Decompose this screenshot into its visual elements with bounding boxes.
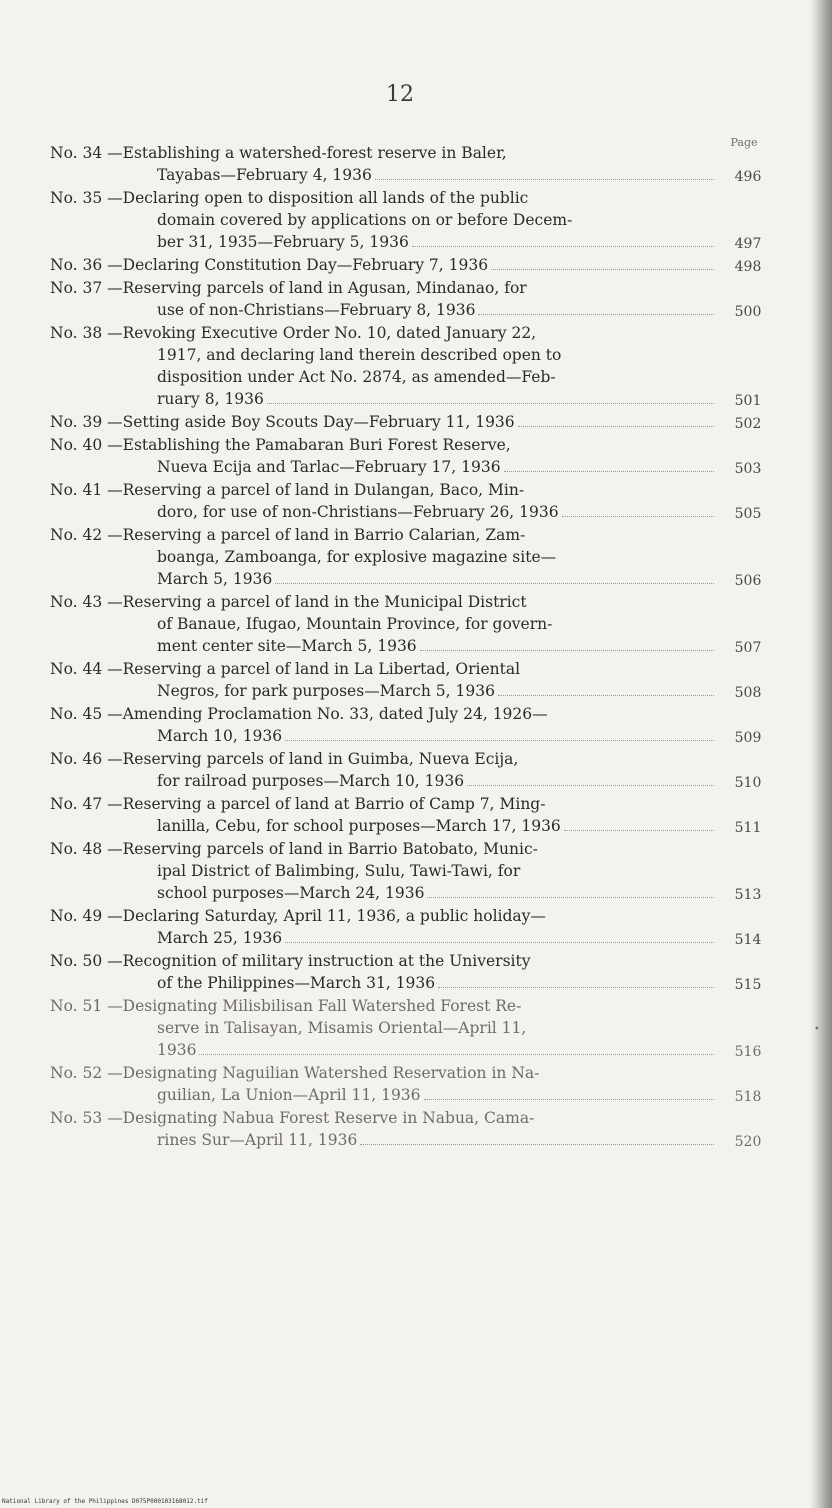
toc-entry	[50, 591, 770, 657]
toc-entry-line	[50, 277, 718, 299]
toc-entry-title: Designating Milisbilisan Fall Watershed Forest Re-	[122, 997, 522, 1015]
toc-entry-text	[157, 368, 556, 386]
toc-entry-text	[157, 862, 520, 880]
toc-entry-line	[50, 703, 718, 725]
toc-entry-line	[50, 546, 718, 568]
toc-entry-text: No. 40 —Establishing the Pamabaran Buri Forest Reserve,	[50, 436, 511, 454]
page-column-label: Page	[730, 136, 758, 149]
toc-entry-text	[157, 211, 572, 229]
toc-entry-text	[157, 568, 272, 590]
toc-entry-number: No. 45	[50, 705, 103, 723]
toc-page-number: 496	[734, 169, 762, 185]
toc-page-number: 515	[734, 977, 762, 993]
toc-entry-title: Reserving a parcel of land at Barrio of Camp 7, Ming-	[122, 795, 546, 813]
toc-entry	[50, 658, 770, 702]
leader-dots	[491, 269, 714, 270]
toc-entry-title: Reserving parcels of land in Barrio Batobato, Munic-	[122, 840, 538, 858]
toc-entry-line	[50, 995, 718, 1017]
toc-page-number: 507	[734, 640, 762, 656]
toc-entry-title: Reserving a parcel of land in La Libertad, Oriental	[122, 660, 521, 678]
toc-entry-line	[50, 770, 718, 792]
toc-entry-text: No. 48 —Reserving parcels of land in Barrio Batobato, Munic-	[50, 840, 538, 858]
toc-page-number: 513	[734, 887, 762, 903]
toc-entry-line	[50, 434, 718, 456]
leader-dots	[478, 314, 714, 315]
toc-entry-number: No. 47	[50, 795, 103, 813]
toc-entry-line	[50, 1129, 718, 1151]
toc-entry	[50, 277, 770, 321]
toc-page-number: 510	[734, 775, 762, 791]
toc-entry-text: No. 47 —Reserving a parcel of land at Barrio of Camp 7, Ming-	[50, 795, 546, 813]
toc-entry-title: Reserving a parcel of land in the Municipal District	[122, 593, 527, 611]
toc-entry-line	[50, 142, 718, 164]
toc-entry-title: Nueva Ecija and Tarlac—February 17, 1936	[157, 458, 501, 476]
toc-entry-line	[50, 568, 718, 590]
toc-entry-text: No. 38 —Revoking Executive Order No. 10, dated January 22,	[50, 324, 537, 342]
scan-footer-note: National Library of the Philippines D075P000103168012.tif	[2, 1498, 208, 1505]
toc-page-number: 516	[734, 1044, 762, 1060]
toc-entry-line	[50, 209, 718, 231]
toc-entry-line	[50, 366, 718, 388]
toc-entry-line	[50, 1107, 718, 1129]
toc-entry-line	[50, 254, 718, 276]
toc-entry-text	[157, 346, 561, 364]
toc-entry-text: No. 50 —Recognition of military instruction at the University	[50, 952, 531, 970]
toc-entry-number: No. 34	[50, 144, 103, 162]
toc-entry-title: rines Sur—April 11, 1936	[157, 1131, 358, 1149]
table-of-contents	[50, 142, 770, 1152]
toc-entry-text: No. 39 —Setting aside Boy Scouts Day—February 11, 1936	[50, 413, 515, 431]
toc-entry-line	[50, 411, 718, 433]
leader-dots	[267, 403, 714, 404]
page-number: 12	[386, 82, 414, 107]
toc-entry-text	[157, 501, 559, 523]
toc-page-number: 508	[734, 685, 762, 701]
leader-dots	[467, 785, 714, 786]
toc-page-number: 498	[734, 259, 762, 275]
toc-entry-text	[157, 1129, 357, 1151]
toc-entry-text	[157, 972, 435, 994]
toc-entry-title: ipal District of Balimbing, Sulu, Tawi-Tawi, for	[157, 862, 521, 880]
toc-entry-text	[157, 635, 417, 657]
leader-dots	[375, 179, 714, 180]
leader-dots	[564, 830, 714, 831]
toc-entry	[50, 793, 770, 837]
toc-entry-title: ment center site—March 5, 1936	[157, 637, 417, 655]
toc-entry-number: No. 35	[50, 189, 103, 207]
toc-entry-text	[157, 1019, 526, 1037]
toc-entry-text: No. 44 —Reserving a parcel of land in La Libertad, Oriental	[50, 660, 521, 678]
toc-entry-title: 1936	[157, 1041, 197, 1059]
leader-dots	[518, 426, 714, 427]
toc-entry-title: Designating Naguilian Watershed Reservation in Na-	[122, 1064, 540, 1082]
toc-page-number: 514	[734, 932, 762, 948]
toc-entry-line	[50, 905, 718, 927]
leader-dots	[285, 740, 714, 741]
leader-dots	[360, 1144, 714, 1145]
toc-entry-text	[157, 725, 282, 747]
toc-entry-text: No. 51 —Designating Milisbilisan Fall Watershed Forest Re-	[50, 997, 522, 1015]
toc-entry	[50, 524, 770, 590]
toc-entry-text: No. 37 —Reserving parcels of land in Agusan, Mindanao, for	[50, 279, 527, 297]
toc-page-number: 500	[734, 304, 762, 320]
leader-dots	[420, 650, 714, 651]
toc-entry-title: March 5, 1936	[157, 570, 273, 588]
toc-entry-text	[157, 1084, 421, 1106]
toc-entry	[50, 254, 770, 276]
leader-dots	[412, 246, 714, 247]
toc-entry	[50, 1107, 770, 1151]
toc-entry-title: doro, for use of non-Christians—February 26, 1936	[157, 503, 559, 521]
toc-entry	[50, 411, 770, 433]
toc-entry-line	[50, 299, 718, 321]
toc-entry	[50, 479, 770, 523]
toc-entry-title: for railroad purposes—March 10, 1936	[157, 772, 465, 790]
toc-entry-text	[157, 1039, 196, 1061]
toc-entry	[50, 748, 770, 792]
toc-page-number: 503	[734, 461, 762, 477]
toc-entry	[50, 703, 770, 747]
toc-page-number: 509	[734, 730, 762, 746]
toc-entry-line	[50, 815, 718, 837]
toc-entry-title: Declaring Saturday, April 11, 1936, a public holiday—	[122, 907, 546, 925]
toc-entry-title: boanga, Zamboanga, for explosive magazine site—	[157, 548, 557, 566]
toc-entry-title: domain covered by applications on or before Decem-	[157, 211, 573, 229]
toc-entry-text: No. 41 —Reserving a parcel of land in Dulangan, Baco, Min-	[50, 481, 525, 499]
leader-dots	[427, 897, 714, 898]
toc-entry-line	[50, 1062, 718, 1084]
toc-entry-line	[50, 1017, 718, 1039]
toc-entry-number: No. 44	[50, 660, 103, 678]
toc-page-number: 518	[734, 1089, 762, 1105]
toc-entry-title: use of non-Christians—February 8, 1936	[157, 301, 476, 319]
toc-entry	[50, 905, 770, 949]
toc-entry-title: of Banaue, Ifugao, Mountain Province, for govern-	[157, 615, 553, 633]
toc-entry-number: No. 49	[50, 907, 103, 925]
toc-entry-number: No. 37	[50, 279, 103, 297]
toc-entry-title: guilian, La Union—April 11, 1936	[157, 1086, 421, 1104]
toc-entry-line	[50, 1039, 718, 1061]
toc-page-number: 502	[734, 416, 762, 432]
toc-entry-line	[50, 658, 718, 680]
toc-entry-line	[50, 613, 718, 635]
toc-entry	[50, 950, 770, 994]
toc-entry-title: Amending Proclamation No. 33, dated July 24, 1926—	[122, 705, 548, 723]
toc-entry-number: No. 52	[50, 1064, 103, 1082]
toc-entry-line	[50, 860, 718, 882]
toc-entry-text: No. 45 —Amending Proclamation No. 33, dated July 24, 1926—	[50, 705, 548, 723]
toc-entry-text	[157, 231, 409, 253]
toc-entry-number: No. 43	[50, 593, 103, 611]
toc-entry-text: No. 42 —Reserving a parcel of land in Barrio Calarian, Zam-	[50, 526, 526, 544]
toc-entry-text: No. 46 —Reserving parcels of land in Guimba, Nueva Ecija,	[50, 750, 519, 768]
toc-entry-text	[157, 548, 556, 566]
leader-dots	[438, 987, 714, 988]
toc-entry-text	[157, 815, 561, 837]
toc-entry-line	[50, 322, 718, 344]
toc-entry-number: No. 50	[50, 952, 103, 970]
toc-entry-title: disposition under Act No. 2874, as amended—Feb-	[157, 368, 556, 386]
toc-entry-line	[50, 344, 718, 366]
toc-entry-title: Reserving parcels of land in Guimba, Nueva Ecija,	[122, 750, 519, 768]
toc-entry-number: No. 51	[50, 997, 103, 1015]
toc-entry-title: Recognition of military instruction at the University	[122, 952, 531, 970]
toc-page-number: 520	[734, 1134, 762, 1150]
toc-entry	[50, 142, 770, 186]
toc-entry-text: No. 36 —Declaring Constitution Day—February 7, 1936	[50, 256, 489, 274]
toc-page-number: 501	[734, 393, 762, 409]
toc-entry-text	[157, 299, 475, 321]
toc-entry-line	[50, 591, 718, 613]
toc-entry-text	[157, 770, 464, 792]
toc-entry	[50, 322, 770, 410]
toc-entry-number: No. 41	[50, 481, 103, 499]
toc-entry-title: serve in Talisayan, Misamis Oriental—April 11,	[157, 1019, 527, 1037]
toc-entry-title: of the Philippines—March 31, 1936	[157, 974, 436, 992]
leader-dots	[285, 942, 714, 943]
toc-entry-line	[50, 388, 718, 410]
toc-entry-line	[50, 882, 718, 904]
toc-entry-number: No. 38	[50, 324, 103, 342]
toc-entry-text	[157, 456, 501, 478]
toc-entry-text: No. 43 —Reserving a parcel of land in the Municipal District	[50, 593, 527, 611]
leader-dots	[562, 516, 714, 517]
toc-entry-text: No. 34 —Establishing a watershed-forest reserve in Baler,	[50, 144, 507, 162]
toc-entry-title: Designating Nabua Forest Reserve in Nabua, Cama-	[122, 1109, 535, 1127]
toc-entry-title: Establishing the Pamabaran Buri Forest Reserve,	[122, 436, 511, 454]
toc-entry-number: No. 48	[50, 840, 103, 858]
toc-entry-title: school purposes—March 24, 1936	[157, 884, 425, 902]
toc-entry-line	[50, 635, 718, 657]
leader-dots	[504, 471, 714, 472]
toc-entry-title: Negros, for park purposes—March 5, 1936	[157, 682, 495, 700]
toc-entry-number: No. 36	[50, 256, 103, 274]
toc-entry-title: March 10, 1936	[157, 727, 283, 745]
toc-entry-number: No. 46	[50, 750, 103, 768]
toc-page-number: 497	[734, 236, 762, 252]
toc-entry-line	[50, 793, 718, 815]
toc-entry-title: ber 31, 1935—February 5, 1936	[157, 233, 409, 251]
toc-entry-title: Tayabas—February 4, 1936	[157, 166, 372, 184]
page-edge-shadow	[810, 0, 832, 1508]
toc-entry-title: Establishing a watershed-forest reserve in Baler,	[122, 144, 507, 162]
leader-dots	[199, 1054, 714, 1055]
toc-entry-title: Revoking Executive Order No. 10, dated January 22,	[122, 324, 537, 342]
toc-entry-line	[50, 524, 718, 546]
toc-entry-line	[50, 972, 718, 994]
toc-entry	[50, 838, 770, 904]
toc-entry-title: Reserving a parcel of land in Dulangan, Baco, Min-	[122, 481, 525, 499]
toc-entry-text	[157, 680, 495, 702]
toc-entry-text: No. 53 —Designating Nabua Forest Reserve in Nabua, Cama-	[50, 1109, 535, 1127]
toc-entry-line	[50, 456, 718, 478]
toc-entry-text	[157, 927, 282, 949]
toc-entry-title: lanilla, Cebu, for school purposes—March 17, 1936	[157, 817, 561, 835]
toc-entry-title: Declaring Constitution Day—February 7, 1936	[122, 256, 489, 274]
toc-entry-number: No. 40	[50, 436, 103, 454]
toc-entry-title: Reserving parcels of land in Agusan, Mindanao, for	[122, 279, 527, 297]
toc-entry-text	[157, 882, 424, 904]
toc-entry	[50, 187, 770, 253]
toc-entry-line	[50, 748, 718, 770]
toc-entry-text: No. 49 —Declaring Saturday, April 11, 1936, a public holiday—	[50, 907, 546, 925]
toc-entry-line	[50, 927, 718, 949]
leader-dots	[498, 695, 714, 696]
toc-entry-line	[50, 838, 718, 860]
toc-entry-line	[50, 187, 718, 209]
toc-page-number: 511	[734, 820, 762, 836]
toc-entry	[50, 434, 770, 478]
toc-entry-text	[157, 164, 372, 186]
toc-entry-number: No. 39	[50, 413, 103, 431]
toc-entry-title: 1917, and declaring land therein described open to	[157, 346, 562, 364]
toc-entry-line	[50, 501, 718, 523]
leader-dots	[275, 583, 714, 584]
toc-entry-line	[50, 479, 718, 501]
toc-entry-line	[50, 680, 718, 702]
toc-entry-line	[50, 1084, 718, 1106]
toc-entry	[50, 1062, 770, 1106]
leader-dots	[424, 1099, 714, 1100]
scan-speck: •	[814, 1024, 820, 1035]
toc-entry-number: No. 42	[50, 526, 103, 544]
toc-page-number: 505	[734, 506, 762, 522]
toc-entry-line	[50, 164, 718, 186]
toc-entry-title: Setting aside Boy Scouts Day—February 11, 1936	[122, 413, 515, 431]
toc-entry-line	[50, 725, 718, 747]
toc-page-number: 506	[734, 573, 762, 589]
toc-entry-title: ruary 8, 1936	[157, 390, 264, 408]
toc-entry-text: No. 52 —Designating Naguilian Watershed Reservation in Na-	[50, 1064, 540, 1082]
toc-entry-title: March 25, 1936	[157, 929, 283, 947]
toc-entry-text	[157, 388, 264, 410]
toc-entry-number: No. 53	[50, 1109, 103, 1127]
toc-entry-title: Reserving a parcel of land in Barrio Calarian, Zam-	[122, 526, 526, 544]
toc-entry-text	[157, 615, 552, 633]
toc-entry-line	[50, 950, 718, 972]
toc-entry-title: Declaring open to disposition all lands of the public	[122, 189, 529, 207]
toc-entry-line	[50, 231, 718, 253]
toc-entry	[50, 995, 770, 1061]
toc-entry-text: No. 35 —Declaring open to disposition all lands of the public	[50, 189, 529, 207]
